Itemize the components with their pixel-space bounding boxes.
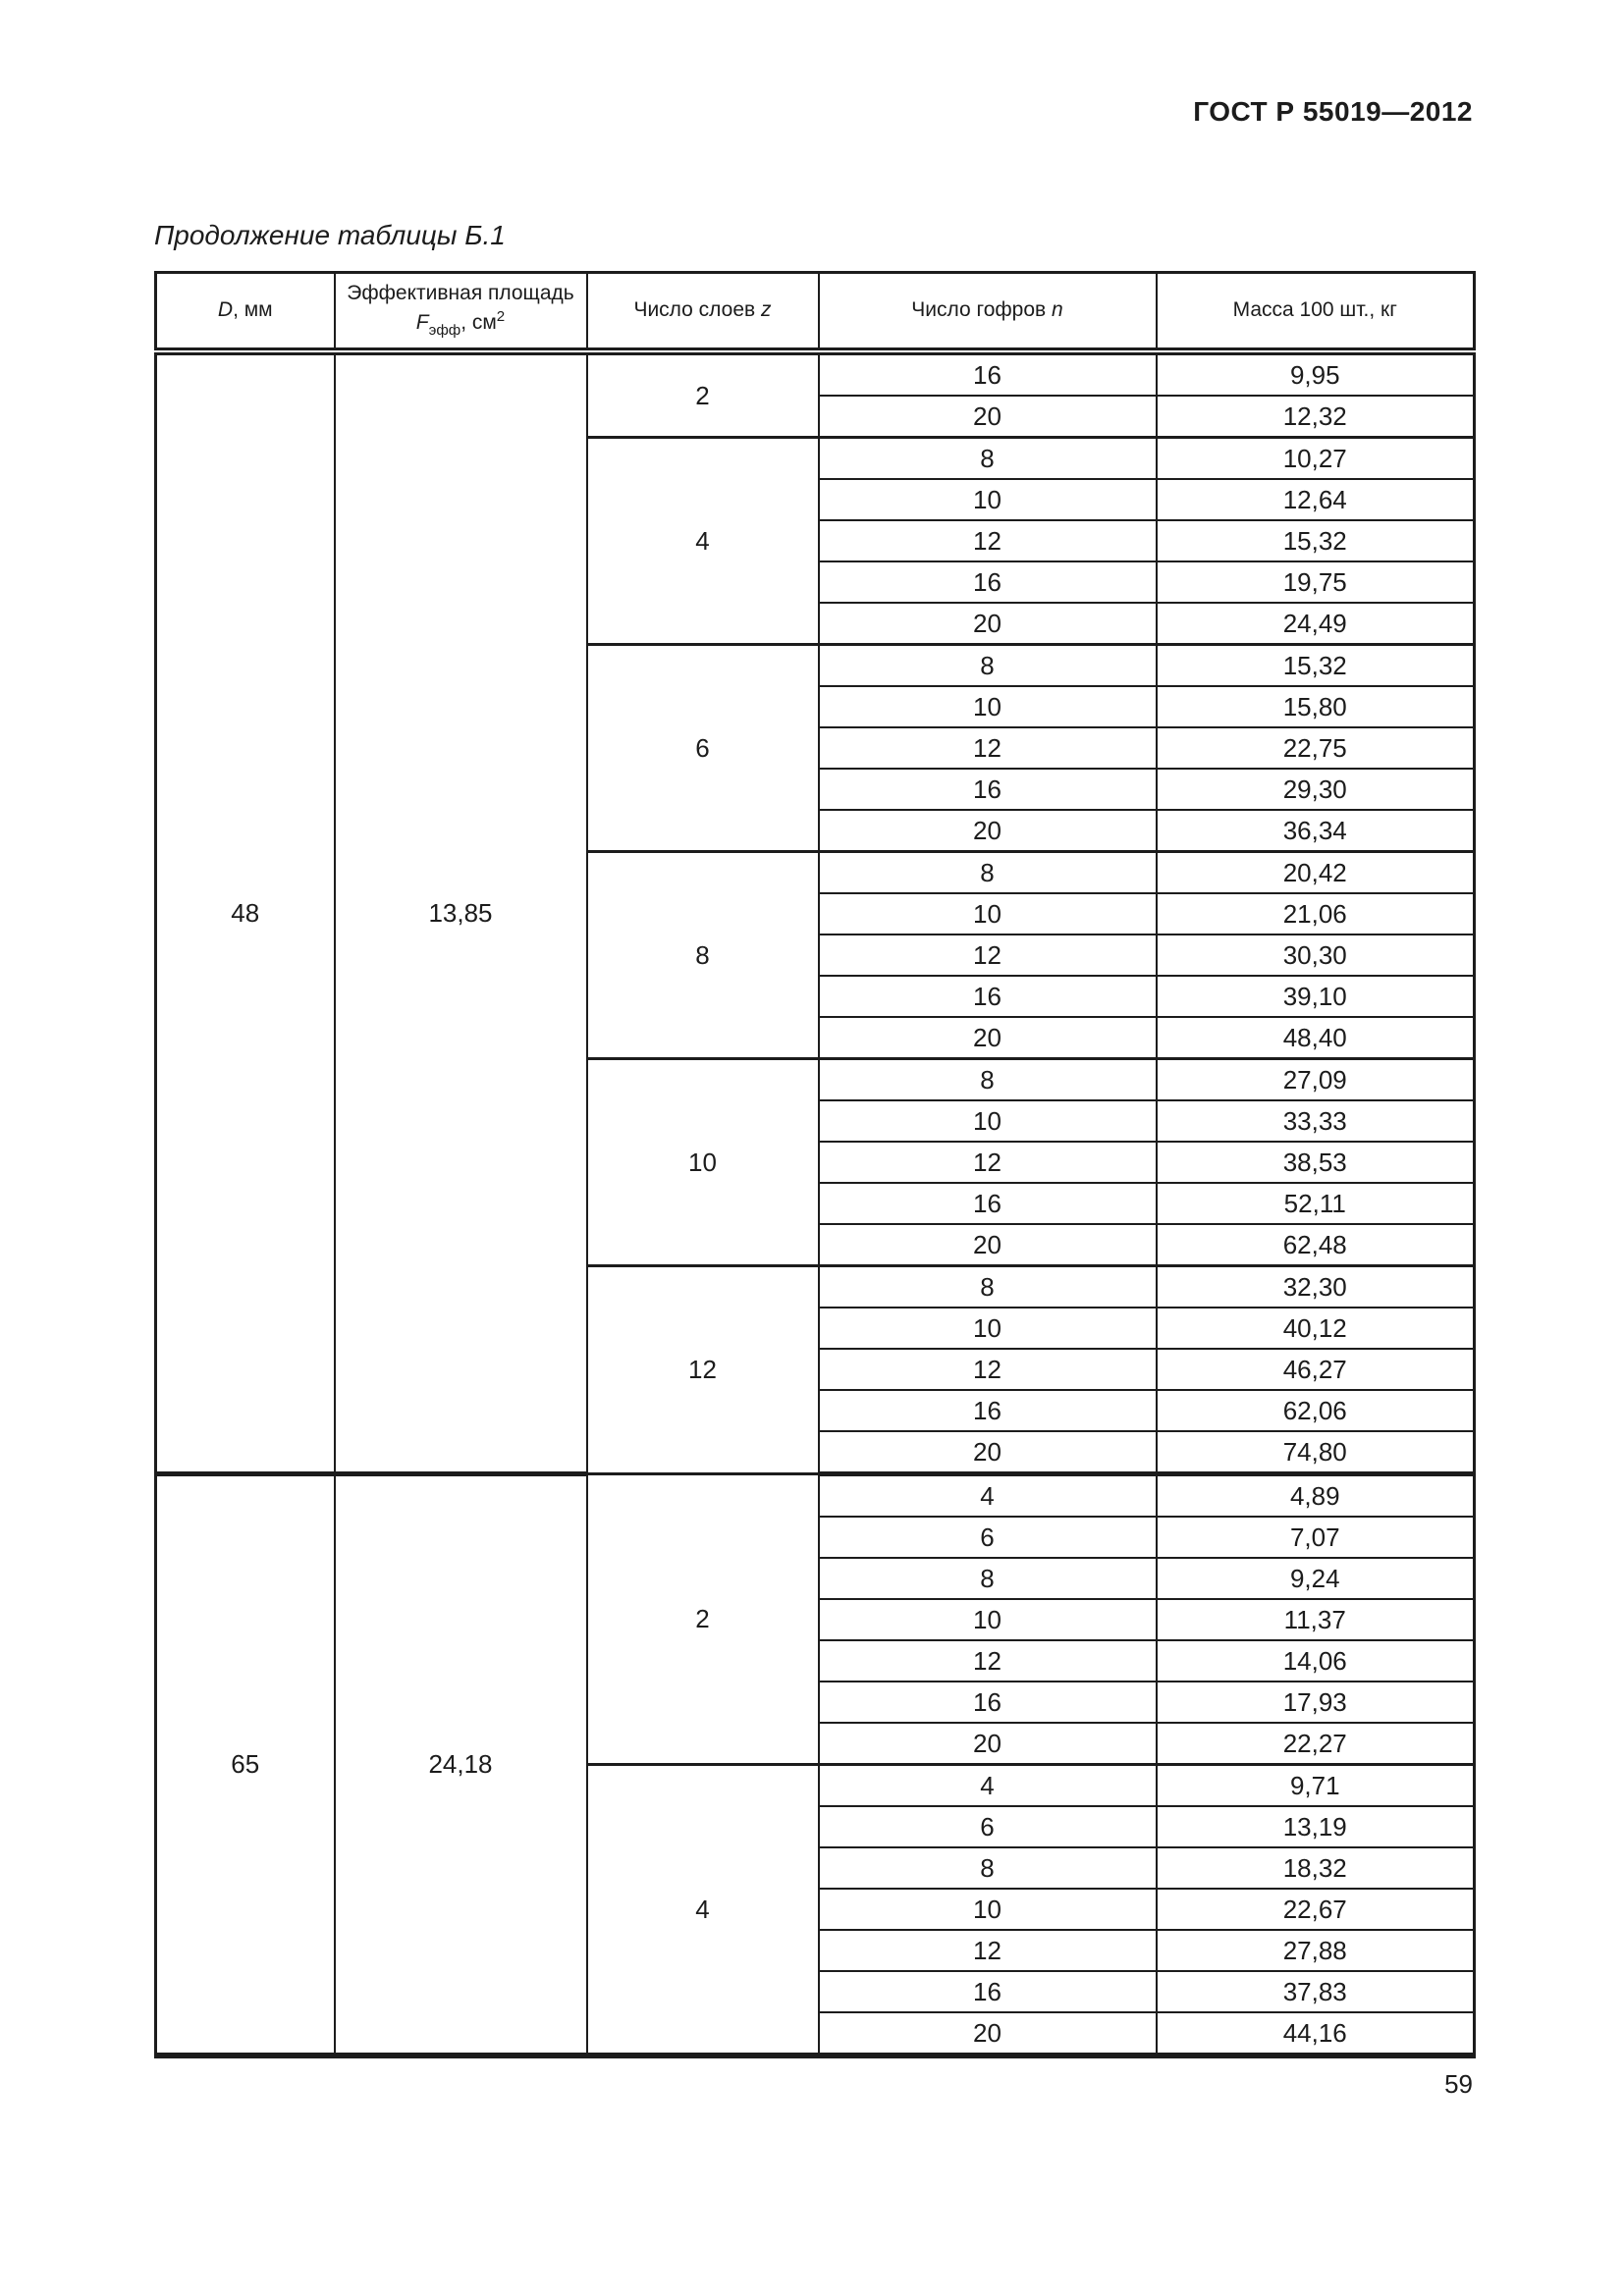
- cell-corrugations-count: 20: [819, 810, 1157, 852]
- cell-corrugations-count: 10: [819, 1100, 1157, 1142]
- header-text-segment: n: [1052, 298, 1063, 322]
- table-caption: Продолжение таблицы Б.1: [154, 220, 506, 250]
- cell-mass-per-100: 30,30: [1157, 934, 1475, 976]
- cell-mass-per-100: 48,40: [1157, 1017, 1475, 1059]
- cell-diameter: 65: [156, 1473, 335, 2056]
- header-text-segment: Число слоев: [633, 298, 762, 322]
- cell-mass-per-100: 13,19: [1157, 1806, 1475, 1847]
- header-text-segment: z: [761, 298, 772, 322]
- cell-corrugations-count: 12: [819, 1930, 1157, 1971]
- cell-corrugations-count: 20: [819, 1017, 1157, 1059]
- cell-mass-per-100: 20,42: [1157, 851, 1475, 893]
- cell-mass-per-100: 22,27: [1157, 1723, 1475, 1765]
- header-text-segment: Эффективная площадь: [347, 281, 574, 304]
- cell-corrugations-count: 12: [819, 934, 1157, 976]
- cell-effective-area: 24,18: [335, 1473, 587, 2056]
- cell-corrugations-count: 12: [819, 520, 1157, 561]
- cell-mass-per-100: 14,06: [1157, 1640, 1475, 1682]
- cell-corrugations-count: 10: [819, 686, 1157, 727]
- cell-mass-per-100: 22,67: [1157, 1889, 1475, 1930]
- cell-corrugations-count: 10: [819, 1308, 1157, 1349]
- cell-mass-per-100: 33,33: [1157, 1100, 1475, 1142]
- cell-corrugations-count: 16: [819, 1183, 1157, 1224]
- cell-corrugations-count: 4: [819, 1473, 1157, 1517]
- header-text-segment: D: [217, 298, 234, 322]
- cell-corrugations-count: 12: [819, 1640, 1157, 1682]
- cell-corrugations-count: 8: [819, 1058, 1157, 1100]
- cell-layers-count: 8: [587, 851, 819, 1058]
- cell-corrugations-count: 6: [819, 1806, 1157, 1847]
- header-text-segment: F: [415, 311, 429, 335]
- cell-mass-per-100: 39,10: [1157, 976, 1475, 1017]
- cell-corrugations-count: 8: [819, 644, 1157, 686]
- cell-corrugations-count: 10: [819, 479, 1157, 520]
- cell-mass-per-100: 62,06: [1157, 1390, 1475, 1431]
- cell-corrugations-count: 12: [819, 1142, 1157, 1183]
- cell-corrugations-count: 10: [819, 893, 1157, 934]
- table-header: [156, 273, 1475, 351]
- cell-corrugations-count: 12: [819, 727, 1157, 769]
- cell-layers-count: 4: [587, 1764, 819, 2056]
- cell-mass-per-100: 37,83: [1157, 1971, 1475, 2012]
- cell-mass-per-100: 46,27: [1157, 1349, 1475, 1390]
- header-text-segment: , см: [460, 311, 497, 335]
- header-text-segment: эфф: [428, 322, 461, 340]
- cell-layers-count: 12: [587, 1265, 819, 1473]
- cell-corrugations-count: 16: [819, 769, 1157, 810]
- cell-corrugations-count: 6: [819, 1517, 1157, 1558]
- cell-layers-count: 4: [587, 437, 819, 644]
- header-text-segment: Масса 100 шт., кг: [1232, 298, 1397, 322]
- cell-mass-per-100: 18,32: [1157, 1847, 1475, 1889]
- cell-mass-per-100: 11,37: [1157, 1599, 1475, 1640]
- cell-layers-count: 10: [587, 1058, 819, 1265]
- cell-mass-per-100: 12,32: [1157, 396, 1475, 438]
- page-number: 59: [1444, 2069, 1473, 2099]
- cell-mass-per-100: 12,64: [1157, 479, 1475, 520]
- cell-corrugations-count: 20: [819, 1431, 1157, 1474]
- cell-corrugations-count: 12: [819, 1349, 1157, 1390]
- cell-corrugations-count: 16: [819, 1971, 1157, 2012]
- header-text-segment: 2: [496, 308, 506, 326]
- cell-corrugations-count: 16: [819, 561, 1157, 603]
- cell-mass-per-100: 9,95: [1157, 351, 1475, 396]
- cell-corrugations-count: 20: [819, 2012, 1157, 2056]
- document-code: ГОСТ Р 55019—2012: [1193, 96, 1473, 127]
- cell-mass-per-100: 9,24: [1157, 1558, 1475, 1599]
- table-row: [156, 1473, 1475, 1517]
- cell-mass-per-100: 21,06: [1157, 893, 1475, 934]
- cell-mass-per-100: 24,49: [1157, 603, 1475, 645]
- cell-corrugations-count: 8: [819, 851, 1157, 893]
- cell-effective-area: 13,85: [335, 351, 587, 1474]
- cell-mass-per-100: 10,27: [1157, 437, 1475, 479]
- table-header-row: [156, 273, 1475, 351]
- cell-mass-per-100: 38,53: [1157, 1142, 1475, 1183]
- header-text-segment: Число гофров: [911, 298, 1053, 322]
- col-header-f-eff: [335, 273, 587, 351]
- table-row: [156, 351, 1475, 396]
- cell-corrugations-count: 20: [819, 603, 1157, 645]
- cell-mass-per-100: 9,71: [1157, 1764, 1475, 1806]
- cell-corrugations-count: 8: [819, 1558, 1157, 1599]
- col-header-d: [156, 273, 335, 351]
- cell-mass-per-100: 4,89: [1157, 1473, 1475, 1517]
- cell-corrugations-count: 10: [819, 1889, 1157, 1930]
- cell-mass-per-100: 29,30: [1157, 769, 1475, 810]
- col-header-n: [819, 273, 1157, 351]
- cell-layers-count: 6: [587, 644, 819, 851]
- cell-corrugations-count: 16: [819, 1390, 1157, 1431]
- cell-mass-per-100: 15,32: [1157, 520, 1475, 561]
- cell-corrugations-count: 16: [819, 976, 1157, 1017]
- cell-mass-per-100: 32,30: [1157, 1265, 1475, 1308]
- cell-mass-per-100: 36,34: [1157, 810, 1475, 852]
- header-text-segment: , мм: [233, 298, 273, 322]
- cell-layers-count: 2: [587, 351, 819, 438]
- cell-mass-per-100: 44,16: [1157, 2012, 1475, 2056]
- cell-layers-count: 2: [587, 1473, 819, 1764]
- cell-mass-per-100: 27,09: [1157, 1058, 1475, 1100]
- data-table: [154, 271, 1476, 2058]
- cell-mass-per-100: 74,80: [1157, 1431, 1475, 1474]
- cell-corrugations-count: 8: [819, 437, 1157, 479]
- cell-corrugations-count: 20: [819, 1224, 1157, 1266]
- cell-mass-per-100: 15,32: [1157, 644, 1475, 686]
- cell-mass-per-100: 15,80: [1157, 686, 1475, 727]
- cell-corrugations-count: 20: [819, 396, 1157, 438]
- cell-diameter: 48: [156, 351, 335, 1474]
- cell-mass-per-100: 7,07: [1157, 1517, 1475, 1558]
- col-header-z: [587, 273, 819, 351]
- cell-mass-per-100: 17,93: [1157, 1682, 1475, 1723]
- table-body: [156, 351, 1475, 2056]
- cell-mass-per-100: 27,88: [1157, 1930, 1475, 1971]
- cell-corrugations-count: 4: [819, 1764, 1157, 1806]
- cell-mass-per-100: 62,48: [1157, 1224, 1475, 1266]
- cell-corrugations-count: 8: [819, 1265, 1157, 1308]
- cell-corrugations-count: 16: [819, 351, 1157, 396]
- cell-mass-per-100: 22,75: [1157, 727, 1475, 769]
- cell-mass-per-100: 52,11: [1157, 1183, 1475, 1224]
- cell-corrugations-count: 10: [819, 1599, 1157, 1640]
- cell-corrugations-count: 20: [819, 1723, 1157, 1765]
- cell-mass-per-100: 19,75: [1157, 561, 1475, 603]
- cell-corrugations-count: 8: [819, 1847, 1157, 1889]
- col-header-mass: [1157, 273, 1475, 351]
- cell-corrugations-count: 16: [819, 1682, 1157, 1723]
- cell-mass-per-100: 40,12: [1157, 1308, 1475, 1349]
